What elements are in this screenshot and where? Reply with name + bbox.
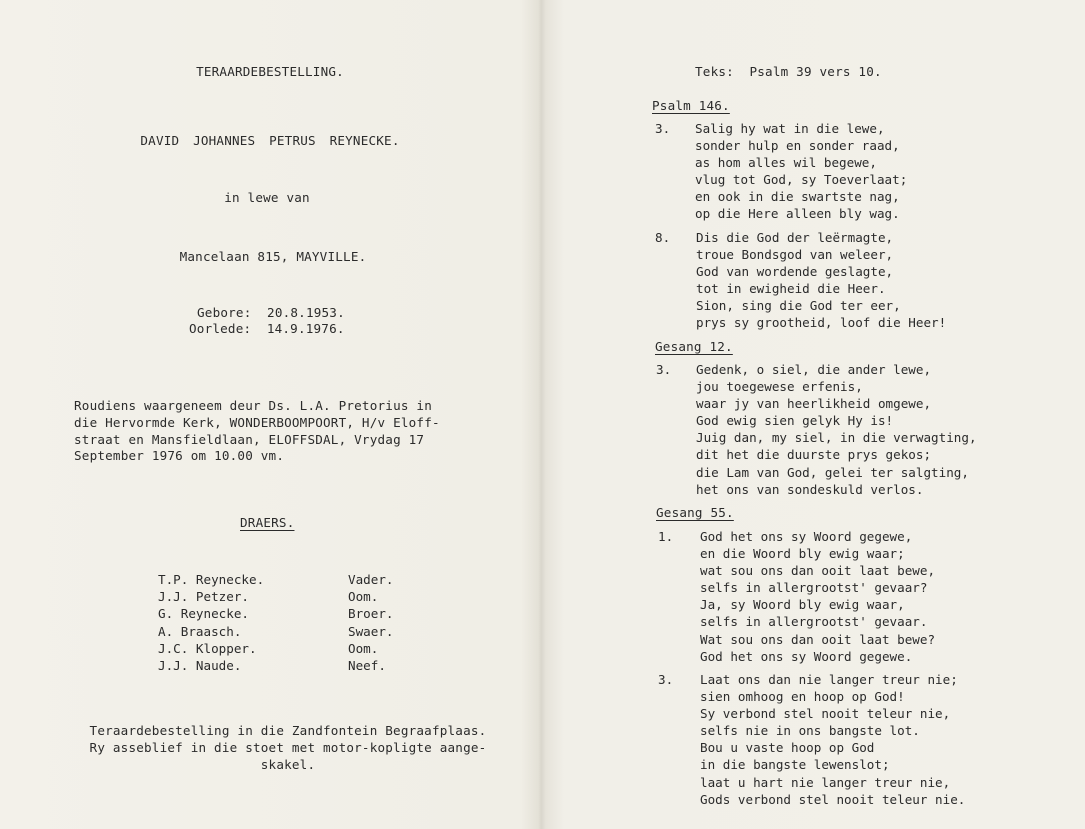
birth-date: Gebore: 20.8.1953. <box>197 305 345 320</box>
hymn-line: God ewig sien gelyk Hy is! <box>696 413 894 429</box>
bearer-name: J.J. Naude. <box>158 658 242 674</box>
bearer-relation: Neef. <box>348 658 386 674</box>
gesang-55-heading: Gesang 55. <box>656 505 734 520</box>
burial-line: skakel. <box>260 757 316 772</box>
gesang-55-verse-1 <box>700 528 935 665</box>
hymn-line: het ons van sondeskuld verlos. <box>696 481 924 497</box>
program-title: TERAARDEBESTELLING. <box>196 64 344 79</box>
hymn-line: Salig hy wat in die lewe, <box>695 121 885 136</box>
deceased-name: DAVID JOHANNES PETRUS REYNECKE. <box>140 133 400 148</box>
verse-number: 3. <box>655 121 671 136</box>
service-line: straat en Mansfieldlaan, ELOFFSDAL, Vrydag 17 <box>74 432 425 447</box>
bearer-row <box>158 605 394 622</box>
hymn-line: God het ons sy Woord gegewe. <box>700 648 913 664</box>
in-lewe-van-label: in lewe van <box>224 190 310 205</box>
bearer-name: T.P. Reynecke. <box>158 572 265 588</box>
service-line: Roudiens waargeneem deur Ds. L.A. Pretorius in <box>74 398 432 413</box>
bearer-name: G. Reynecke. <box>158 606 249 622</box>
bearers-heading: DRAERS. <box>240 515 295 530</box>
service-line: September 1976 om 10.00 vm. <box>74 448 285 463</box>
verse-number: 3. <box>658 672 674 687</box>
psalm-146-verse-3 <box>695 120 907 223</box>
address: Mancelaan 815, MAYVILLE. <box>179 249 367 264</box>
bearer-row <box>158 657 394 674</box>
gesang-55-verse-3 <box>700 671 965 808</box>
hymn-line: jou toegewese erfenis, <box>696 379 863 395</box>
bearers-table <box>158 571 394 674</box>
hymn-line: wat sou ons dan ooit laat bewe, <box>700 563 936 579</box>
bearer-row <box>158 623 394 640</box>
verse-number: 8. <box>655 230 671 245</box>
hymn-line: vlug tot God, sy Toeverlaat; <box>695 172 908 188</box>
bearer-relation: Oom. <box>348 589 379 605</box>
psalm-146-heading: Psalm 146. <box>652 98 730 113</box>
hymn-line: Wat sou ons dan ooit laat bewe? <box>700 631 936 647</box>
hymn-line: Ja, sy Woord bly ewig waar, <box>700 597 905 613</box>
hymn-line: Bou u vaste hoop op God <box>700 740 875 756</box>
bearer-relation: Oom. <box>348 640 379 656</box>
hymn-line: tot in ewigheid die Heer. <box>696 281 886 297</box>
bearer-name: J.C. Klopper. <box>158 640 257 656</box>
hymn-line: Gedenk, o siel, die ander lewe, <box>696 362 932 377</box>
hymn-line: selfs nie in ons bangste lot. <box>700 723 920 739</box>
gesang-12-verse-3 <box>696 361 977 498</box>
bearer-row <box>158 571 394 588</box>
burial-line: Ry asseblief in die stoet met motor-kopligte aange- <box>89 740 487 755</box>
hymn-line: dit het die duurste prys gekos; <box>696 447 932 463</box>
bearer-relation: Swaer. <box>348 623 394 639</box>
verse-number: 1. <box>658 529 674 544</box>
hymn-line: Gods verbond stel nooit teleur nie. <box>700 791 966 807</box>
hymn-line: die Lam van God, gelei ter salgting, <box>696 464 969 480</box>
burial-line: Teraardebestelling in die Zandfontein Begraafplaas. <box>89 723 487 738</box>
bearer-name: J.J. Petzer. <box>158 589 249 605</box>
psalm-146-verse-8 <box>696 229 946 332</box>
hymn-line: Dis die God der leërmagte, <box>696 230 894 245</box>
hymn-line: laat u hart nie langer treur nie, <box>700 774 951 790</box>
left-page <box>0 0 540 829</box>
hymn-line: en die Woord bly ewig waar; <box>700 546 905 562</box>
service-line: die Hervormde Kerk, WONDERBOOMPOORT, H/v Eloff- <box>74 415 440 430</box>
hymn-line: in die bangste lewenslot; <box>700 757 890 773</box>
hymn-line: selfs in allergrootst' gevaar? <box>700 580 928 596</box>
bearer-name: A. Braasch. <box>158 623 242 639</box>
bearer-row <box>158 640 394 657</box>
hymn-line: Juig dan, my siel, in die verwagting, <box>696 430 977 446</box>
hymn-line: God van wordende geslagte, <box>696 264 894 280</box>
hymn-line: Sion, sing die God ter eer, <box>696 298 901 314</box>
gesang-12-heading: Gesang 12. <box>655 339 733 354</box>
hymn-line: op die Here alleen bly wag. <box>695 206 900 222</box>
hymn-line: waar jy van heerlikheid omgewe, <box>696 396 932 412</box>
hymn-line: en ook in die swartste nag, <box>695 189 900 205</box>
hymn-line: God het ons sy Woord gegewe, <box>700 529 913 544</box>
hymn-line: as hom alles wil begewe, <box>695 155 877 171</box>
bearer-relation: Broer. <box>348 606 394 622</box>
hymn-line: sien omhoog en hoop op God! <box>700 689 905 705</box>
hymn-line: selfs in allergrootst' gevaar. <box>700 614 928 630</box>
right-page <box>545 0 1085 829</box>
death-date: Oorlede: 14.9.1976. <box>189 321 345 336</box>
hymn-line: Laat ons dan nie langer treur nie; <box>700 672 958 687</box>
hymn-line: prys sy grootheid, loof die Heer! <box>696 315 947 331</box>
hymn-line: troue Bondsgod van weleer, <box>696 247 894 263</box>
bearer-relation: Vader. <box>348 572 394 588</box>
verse-number: 3. <box>656 362 672 377</box>
hymn-line: sonder hulp en sonder raad, <box>695 138 900 154</box>
scripture-text: Teks: Psalm 39 vers 10. <box>695 64 882 79</box>
hymn-line: Sy verbond stel nooit teleur nie, <box>700 706 951 722</box>
bearer-row <box>158 588 394 605</box>
